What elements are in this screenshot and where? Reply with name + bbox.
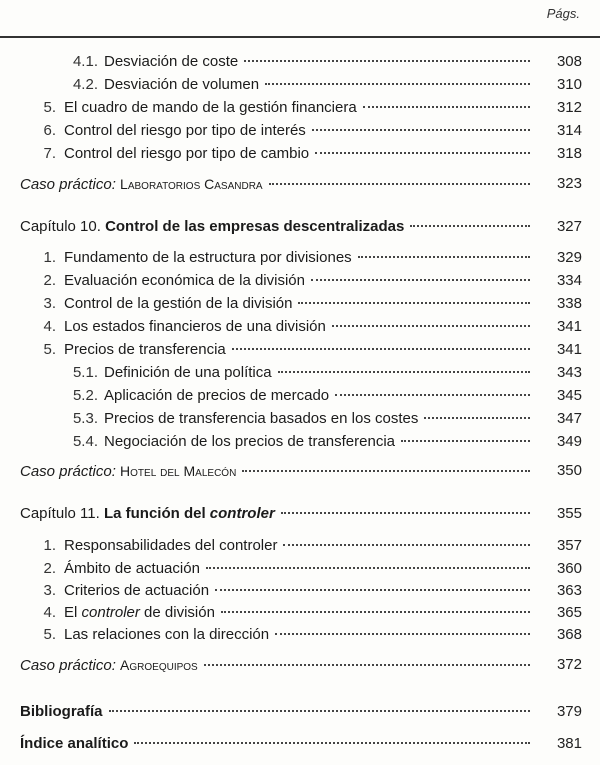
dot-leader — [298, 302, 530, 304]
dot-leader — [215, 589, 530, 591]
chapter-heading[interactable] — [0, 216, 600, 238]
toc-entry[interactable] — [0, 339, 600, 361]
entry-page: 314 — [556, 122, 582, 139]
header-rule — [0, 36, 600, 38]
entry-page: 350 — [556, 462, 582, 479]
entry-page: 334 — [556, 272, 582, 289]
entry-page: 338 — [556, 295, 582, 312]
case-study-entry[interactable] — [0, 173, 600, 195]
dot-leader — [206, 567, 530, 569]
dot-leader — [332, 325, 530, 327]
entry-number: 5.2. — [72, 387, 98, 404]
entry-number: 3. — [43, 295, 56, 312]
chapter-heading[interactable] — [0, 503, 600, 525]
dot-leader — [269, 183, 530, 185]
entry-number: 6. — [43, 122, 56, 139]
entry-page: 308 — [556, 53, 582, 70]
entry-number: 5.3. — [72, 410, 98, 427]
chapter-title: La función del — [103, 505, 206, 522]
entry-title: Fundamento de la estructura por divisiones — [64, 249, 352, 266]
entry-title: Control del riesgo por tipo de cambio — [64, 145, 310, 162]
dot-leader — [312, 129, 530, 131]
case-study-name: Laboratorios Casandra — [120, 176, 263, 192]
entry-title: Evaluación económica de la división — [64, 272, 305, 289]
toc-entry[interactable] — [0, 97, 600, 119]
pages-column-header: Págs. — [546, 6, 580, 21]
chapter-title-italic: controler — [209, 505, 275, 522]
toc-entry[interactable] — [0, 293, 600, 315]
entry-number: 4.1. — [72, 53, 98, 70]
toc-entry[interactable] — [0, 143, 600, 165]
entry-page: 372 — [556, 656, 582, 673]
bibliography-title: Bibliografía — [20, 703, 103, 720]
entry-title: Responsabilidades del controler — [64, 537, 278, 554]
entry-title: Definición de una política — [104, 364, 272, 381]
dot-leader — [358, 256, 530, 258]
entry-page: 379 — [556, 703, 582, 720]
entry-number: 5. — [43, 99, 56, 116]
entry-title: Precios de transferencia — [64, 341, 226, 358]
entry-page: 341 — [556, 318, 582, 335]
dot-leader — [265, 83, 530, 85]
dot-leader — [244, 60, 530, 62]
entry-number: 5.4. — [72, 433, 98, 450]
toc-entry[interactable] — [0, 558, 600, 580]
dot-leader — [204, 664, 530, 666]
toc-entry[interactable] — [0, 580, 600, 602]
entry-number: 1. — [43, 537, 56, 554]
entry-page: 365 — [556, 604, 582, 621]
entry-title-italic: controler — [81, 604, 140, 621]
case-study-name: Hotel del Malecón — [120, 463, 237, 479]
entry-page: 345 — [556, 387, 582, 404]
dot-leader — [410, 225, 530, 227]
entry-page: 360 — [556, 560, 582, 577]
case-study-name: Agroequipos — [120, 657, 198, 673]
entry-page: 341 — [556, 341, 582, 358]
case-study-label: Caso práctico: — [20, 463, 116, 480]
case-study-label: Caso práctico: — [20, 176, 116, 193]
dot-leader — [335, 394, 530, 396]
dot-leader — [311, 279, 530, 281]
entry-number: 4. — [43, 318, 56, 335]
toc-entry[interactable] — [0, 247, 600, 269]
case-study-entry[interactable] — [0, 460, 600, 482]
dot-leader — [232, 348, 530, 350]
toc-entry[interactable] — [0, 431, 600, 453]
toc-entry[interactable] — [0, 120, 600, 142]
entry-number: 2. — [43, 560, 56, 577]
entry-number: 7. — [43, 145, 56, 162]
entry-number: 1. — [43, 249, 56, 266]
dot-leader — [401, 440, 530, 442]
index-entry[interactable] — [0, 733, 600, 755]
entry-page: 347 — [556, 410, 582, 427]
toc-entry[interactable] — [0, 602, 600, 624]
dot-leader — [134, 742, 530, 744]
dot-leader — [363, 106, 530, 108]
entry-title: El cuadro de mando de la gestión financiera — [64, 99, 357, 116]
entry-page: 323 — [556, 175, 582, 192]
toc-entry[interactable] — [0, 362, 600, 384]
dot-leader — [424, 417, 530, 419]
entry-title: Control del riesgo por tipo de interés — [64, 122, 306, 139]
toc-entry[interactable] — [0, 51, 600, 73]
dot-leader — [221, 611, 530, 613]
entry-number: 5. — [43, 626, 56, 643]
toc-entry[interactable] — [0, 408, 600, 430]
dot-leader — [281, 512, 530, 514]
entry-number: 2. — [43, 272, 56, 289]
dot-leader — [242, 470, 530, 472]
entry-number: 5.1. — [72, 364, 98, 381]
dot-leader — [315, 152, 530, 154]
bibliography-entry[interactable] — [0, 701, 600, 723]
entry-number: 3. — [43, 582, 56, 599]
entry-title: Precios de transferencia basados en los costes — [104, 410, 419, 427]
entry-title-tail: de división — [144, 604, 215, 621]
toc-entry[interactable] — [0, 74, 600, 96]
toc-entry[interactable] — [0, 385, 600, 407]
entry-title: El — [64, 604, 78, 621]
entry-page: 357 — [556, 537, 582, 554]
entry-page: 349 — [556, 433, 582, 450]
entry-page: 368 — [556, 626, 582, 643]
entry-page: 310 — [556, 76, 582, 93]
index-title: Índice analítico — [20, 735, 129, 752]
toc-entry[interactable] — [0, 535, 600, 557]
entry-title: Aplicación de precios de mercado — [104, 387, 330, 404]
entry-page: 343 — [556, 364, 582, 381]
chapter-title: Control de las empresas descentralizadas — [105, 218, 405, 235]
dot-leader — [275, 633, 530, 635]
entry-page: 318 — [556, 145, 582, 162]
entry-page: 327 — [556, 218, 582, 235]
entry-page: 363 — [556, 582, 582, 599]
dot-leader — [283, 544, 530, 546]
entry-title: Desviación de coste — [104, 53, 239, 70]
case-study-label: Caso práctico: — [20, 657, 116, 674]
entry-number: 5. — [43, 341, 56, 358]
entry-title: Desviación de volumen — [104, 76, 260, 93]
entry-title: Ámbito de actuación — [64, 560, 200, 577]
entry-title: Criterios de actuación — [64, 582, 210, 599]
dot-leader — [278, 371, 530, 373]
case-study-entry[interactable] — [0, 654, 600, 676]
entry-number: 4.2. — [72, 76, 98, 93]
chapter-label: Capítulo 11. — [20, 505, 100, 522]
entry-number: 4. — [43, 604, 56, 621]
entry-title: Los estados financieros de una división — [64, 318, 326, 335]
toc-entry[interactable] — [0, 270, 600, 292]
chapter-label: Capítulo 10. — [20, 218, 101, 235]
entry-title: Control de la gestión de la división — [64, 295, 293, 312]
toc-entry[interactable] — [0, 316, 600, 338]
entry-title: Las relaciones con la dirección — [64, 626, 270, 643]
toc-entry[interactable] — [0, 624, 600, 646]
entry-page: 329 — [556, 249, 582, 266]
entry-title: Negociación de los precios de transferencia — [104, 433, 395, 450]
entry-page: 312 — [556, 99, 582, 116]
dot-leader — [109, 710, 530, 712]
entry-page: 381 — [556, 735, 582, 752]
entry-page: 355 — [556, 505, 582, 522]
